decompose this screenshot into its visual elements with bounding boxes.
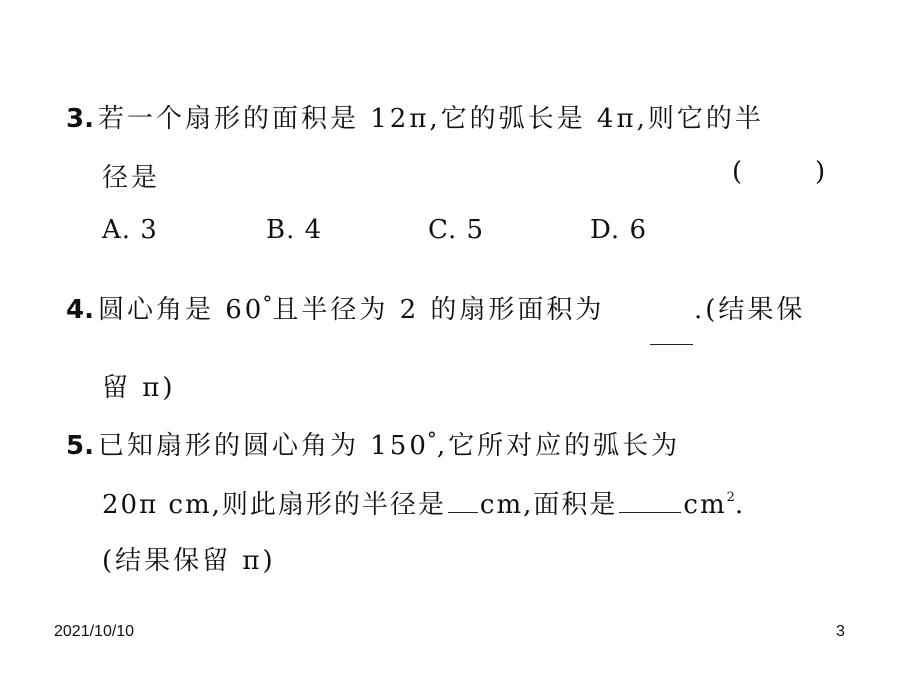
option-d: D. 6 bbox=[590, 215, 647, 245]
unit-cm: cm bbox=[683, 490, 727, 520]
degree-symbol: ° bbox=[426, 427, 437, 451]
answer-bracket-open: ( bbox=[732, 157, 743, 187]
question-4-line-1 bbox=[66, 289, 604, 326]
option-b: B. 4 bbox=[266, 215, 323, 245]
question-5-text-d: cm,面积是 bbox=[479, 490, 618, 520]
unit-superscript: 2 bbox=[726, 490, 735, 505]
footer-date: 2021/10/10 bbox=[54, 623, 135, 640]
question-3-text: 若一个扇形的面积是 12π,它的弧长是 4π,则它的半 bbox=[97, 104, 764, 134]
option-a: A. 3 bbox=[102, 215, 158, 245]
question-4-number: 4. bbox=[66, 295, 94, 325]
question-5-number: 5. bbox=[66, 431, 94, 461]
question-3-line-2: 径是 bbox=[102, 163, 161, 193]
page-number: 3 bbox=[836, 623, 845, 640]
question-5-line-1 bbox=[66, 425, 680, 462]
question-4-text-c: .(结果保 bbox=[694, 295, 806, 325]
question-3-number: 3. bbox=[66, 104, 94, 134]
question-5-period: . bbox=[734, 490, 746, 520]
question-4-line-2: 留 π) bbox=[102, 373, 176, 403]
degree-symbol: ° bbox=[262, 291, 273, 315]
question-4-text-a: 圆心角是 60 bbox=[97, 295, 265, 325]
question-5-line-2 bbox=[102, 484, 745, 521]
question-5-text-c: 20π cm,则此扇形的半径是 bbox=[102, 490, 446, 520]
question-5-text-a: 已知扇形的圆心角为 150 bbox=[97, 431, 429, 461]
answer-blank-q4[interactable] bbox=[650, 322, 693, 345]
answer-bracket-close: ) bbox=[815, 157, 826, 187]
question-4-text-b: 且半径为 2 的扇形面积为 bbox=[272, 295, 605, 325]
answer-blank-area[interactable] bbox=[619, 490, 681, 513]
option-c: C. 5 bbox=[428, 215, 485, 245]
question-5-line-3: (结果保留 π) bbox=[102, 546, 276, 576]
answer-blank-radius[interactable] bbox=[448, 490, 478, 513]
question-3-line-1 bbox=[66, 98, 764, 135]
question-5-text-b: ,它所对应的弧长为 bbox=[436, 431, 681, 461]
